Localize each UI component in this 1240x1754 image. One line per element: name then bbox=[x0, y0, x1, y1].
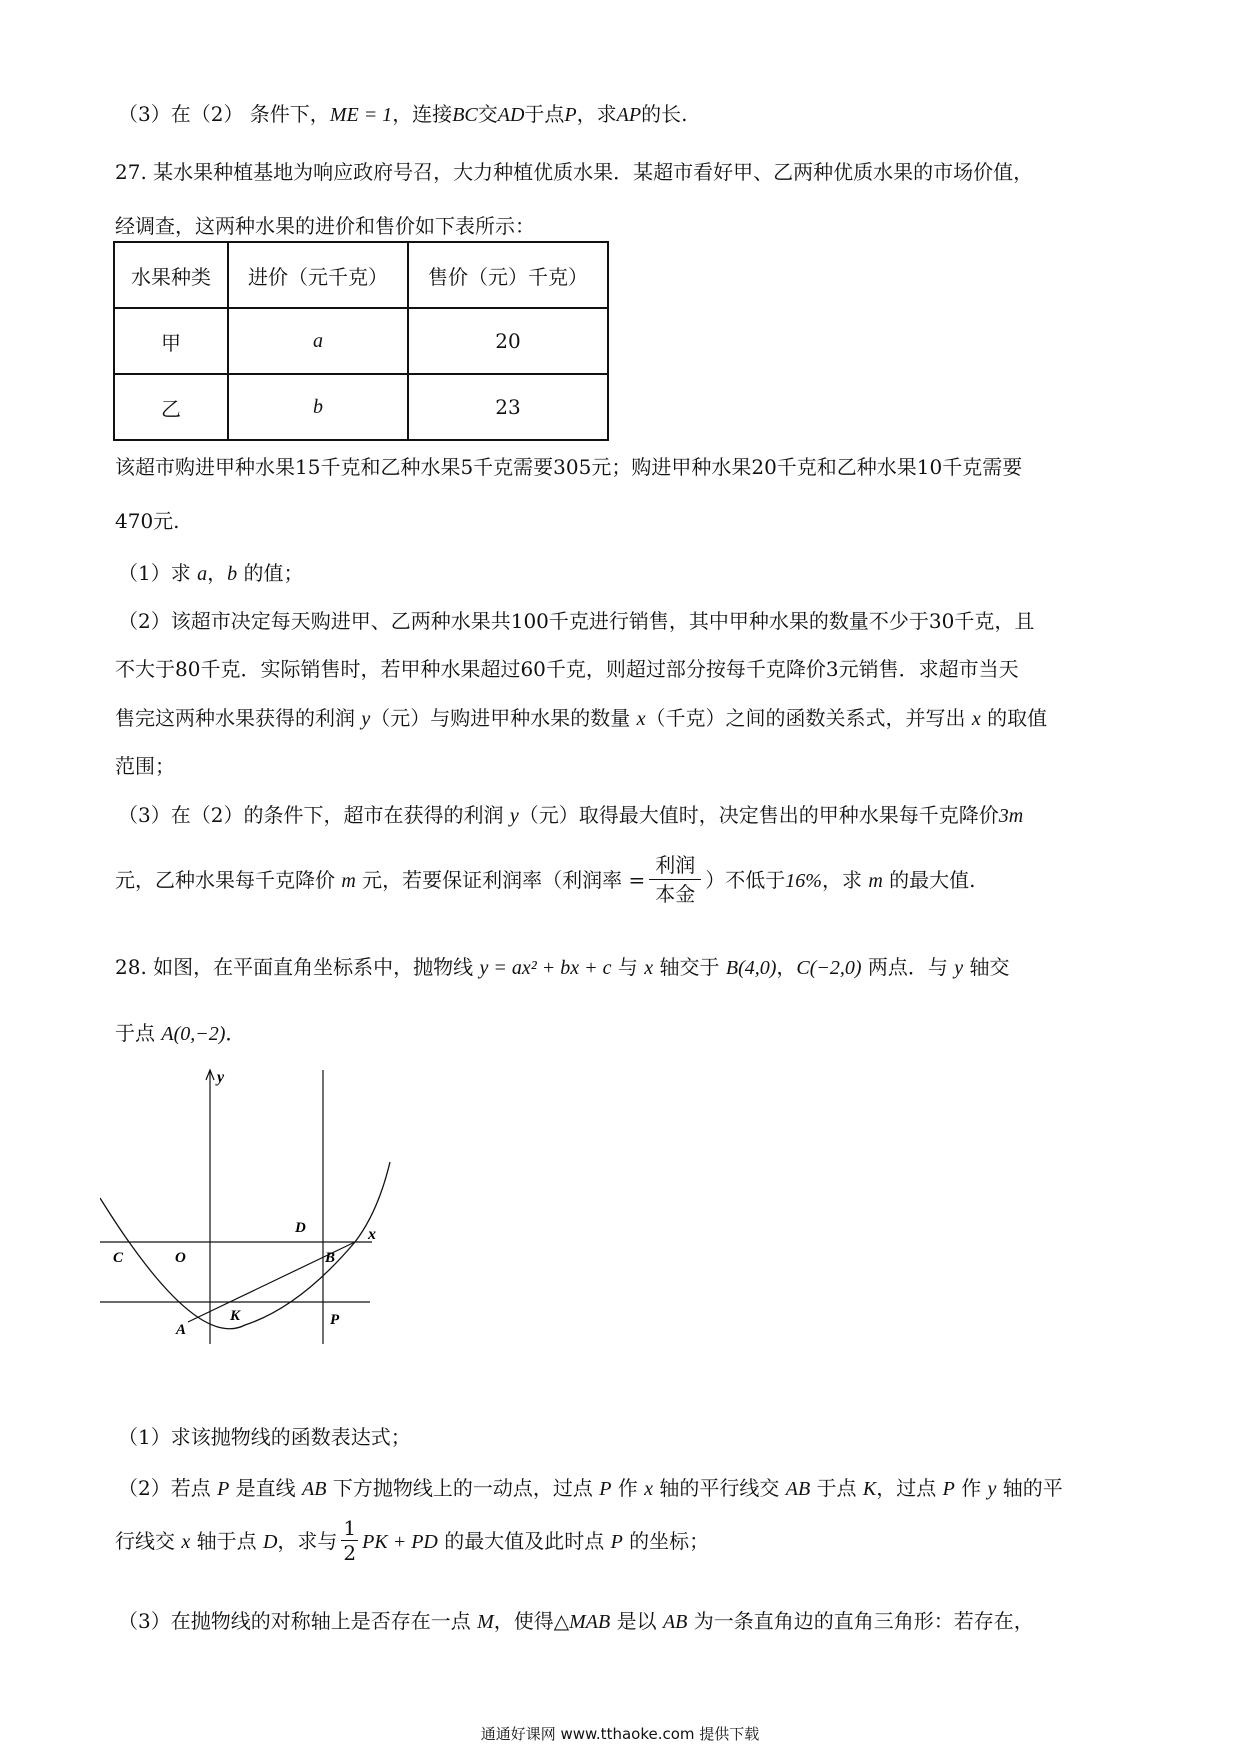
q27-para-line1: 该超市购进甲种水果15千克和乙种水果5千克需要305元；购进甲种水果20千克和乙种水果10千克需要 bbox=[115, 455, 1023, 479]
table-header-cell: 水果种类 bbox=[114, 242, 228, 308]
q27-sub1: （1）求 a，b 的值； bbox=[118, 561, 304, 585]
q27-sub3-line1: （3）在（2）的条件下，超市在获得的利润 y（元）取得最大值时，决定售出的甲种水果每千克降价3m bbox=[118, 803, 1024, 827]
table-cell: 乙 bbox=[114, 374, 228, 440]
label-a: A bbox=[176, 1322, 187, 1338]
q28-intro-line2: 于点 A(0,−2)． bbox=[115, 1021, 246, 1045]
fraction-denominator: 本金 bbox=[655, 882, 696, 906]
fraction-numerator: 利润 bbox=[649, 851, 701, 880]
q27-sub2-line2: 不大于80千克．实际销售时，若甲种水果超过60千克，则超过部分按每千克降价3元销售．求超市当天 bbox=[115, 657, 1019, 681]
table-header-cell: 售价（元）千克） bbox=[408, 242, 608, 308]
q27-sub2-line4: 范围； bbox=[115, 754, 175, 778]
table-row bbox=[114, 308, 608, 374]
table-header-row bbox=[114, 242, 608, 308]
q28-sub1: （1）求该抛物线的函数表达式； bbox=[118, 1425, 411, 1449]
profit-rate-fraction bbox=[649, 851, 701, 908]
fraction-denominator: 2 bbox=[343, 1541, 357, 1565]
q27-intro-line2: 经调查，这两种水果的进价和售价如下表所示： bbox=[115, 214, 535, 238]
table-cell: 23 bbox=[408, 374, 608, 440]
table-cell: a bbox=[228, 308, 408, 374]
q28-sub2-line2: 行线交 x 轴于点 D，求与 $\frac{1}{2}$ PK + PD 的最大值及此时点 P 的坐标； bbox=[115, 1516, 710, 1565]
table-row bbox=[114, 374, 608, 440]
page-footer: 通通好课网 www.tthaoke.com 提供下载 bbox=[480, 1725, 760, 1743]
q27-para-line2: 470元. bbox=[115, 509, 180, 533]
label-y: y bbox=[217, 1069, 225, 1086]
q27-sub3-line2: 元，乙种水果每千克降价 m 元，若要保证利润率（利润率 = $\frac{\text{利润}}{\text{本金}}$ ）不低于16%，求 m 的最大值. bbox=[115, 853, 976, 906]
table-cell: b bbox=[228, 374, 408, 440]
q28-intro-line1: 28. 如图，在平面直角坐标系中，抛物线 y = ax² + bx + c 与 x 轴交于 B(4,0)，C(−2,0) 两点．与 y 轴交 bbox=[115, 955, 1010, 979]
q28-sub3-line1: （3）在抛物线的对称轴上是否存在一点 M，使得△MAB 是以 AB 为一条直角边的直角三角形：若存在， bbox=[118, 1609, 1034, 1633]
q27-intro-line1: 27. 某水果种植基地为响应政府号召，大力种植优质水果．某超市看好甲、乙两种优质水果的市场价值， bbox=[115, 160, 1034, 184]
parabola-figure bbox=[100, 1062, 430, 1352]
q27-sub2-line3: 售完这两种水果获得的利润 y（元）与购进甲种水果的数量 x（千克）之间的函数关系式，并写出 x 的取值 bbox=[115, 706, 1048, 730]
table-cell: 甲 bbox=[114, 308, 228, 374]
label-c: C bbox=[113, 1250, 124, 1266]
parabola-curve bbox=[100, 1162, 390, 1329]
label-x: x bbox=[368, 1226, 376, 1243]
fraction-numerator: 1 bbox=[343, 1516, 357, 1540]
label-o: O bbox=[175, 1250, 186, 1266]
table-header-cell: 进价（元千克） bbox=[228, 242, 408, 308]
fruit-price-table bbox=[113, 241, 609, 441]
half-fraction bbox=[341, 1516, 358, 1565]
q28-sub2-line1: （2）若点 P 是直线 AB 下方抛物线上的一动点，过点 P 作 x 轴的平行线交 AB 于点 K，过点 P 作 y 轴的平 bbox=[118, 1476, 1063, 1500]
label-d: D bbox=[295, 1220, 306, 1236]
label-p: P bbox=[330, 1312, 340, 1328]
q27-sub2-line1: （2）该超市决定每天购进甲、乙两种水果共100千克进行销售，其中甲种水果的数量不少于30千克，且 bbox=[118, 609, 1035, 633]
q26-sub3-line: （3）在（2） 条件下，ME = 1，连接BC交AD于点P，求AP的长. bbox=[118, 102, 688, 126]
table-cell: 20 bbox=[408, 308, 608, 374]
label-k: K bbox=[230, 1308, 241, 1324]
label-b: B bbox=[325, 1250, 336, 1266]
